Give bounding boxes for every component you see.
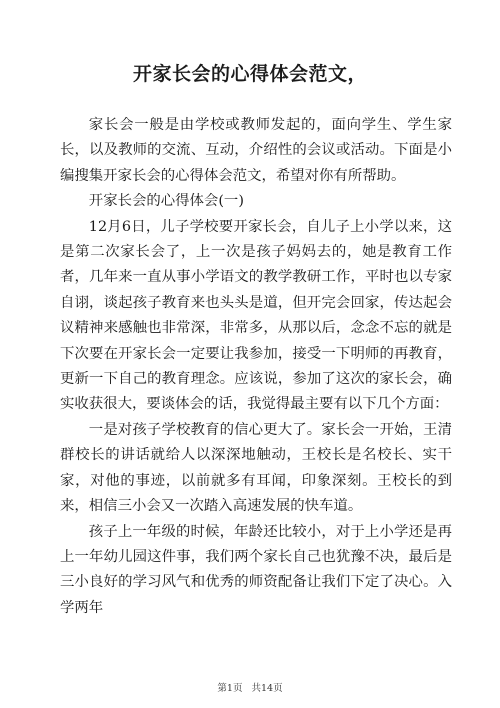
section-heading: 开家长会的心得体会(一) bbox=[88, 193, 244, 210]
paragraph: 12月6日，儿子学校要开家长会，自儿子上小学以来，这是第二次家长会了，上一次是孩子妈妈去的，她是教育工作者，几年来一直从事小学语文的教学教研工作，平时也以专家自诩，谈起孩子教育来也头头是道，但开完会回家，传达起会议精神来感触也非常深，非常多，从那以后，念念不忘的就是下次要在开家长会一定要让我参加，接受一下明师的再教育，更新一下自己的教育理念。应该说，参加了这次的家长会，确实收获很大，要谈体会的话，我觉得最主要有以下几个方面： bbox=[60, 218, 452, 413]
total-pages: 共14页 bbox=[251, 683, 283, 694]
paragraph-intro: 家长会一般是由学校或教师发起的，面向学生、学生家长，以及教师的交流、互动，介绍性的会议或活动。下面是小编搜集开家长会的心得体会范文，希望对你有所帮助。 bbox=[60, 117, 452, 184]
document-body bbox=[60, 113, 452, 621]
page-number: 第1页 bbox=[217, 683, 243, 694]
paragraph: 一是对孩子学校教育的信心更大了。家长会一开始，王清群校长的讲话就给人以深深地触动，王校长是名校长、实干家，对他的事迹，以前就多有耳闻，印象深刻。王校长的到来，相信三小会又一次踏入高速发展的快车道。 bbox=[60, 421, 452, 515]
document-title: 开家长会的心得体会范文， bbox=[132, 63, 367, 85]
paragraph: 孩子上一年级的时候，年龄还比较小，对于上小学还是再上一年幼儿园这件事，我们两个家长自己也犹豫不决，最后是三小良好的学习风气和优秀的师资配备让我们下定了决心。入学两年 bbox=[60, 523, 452, 616]
page-footer bbox=[0, 682, 500, 696]
